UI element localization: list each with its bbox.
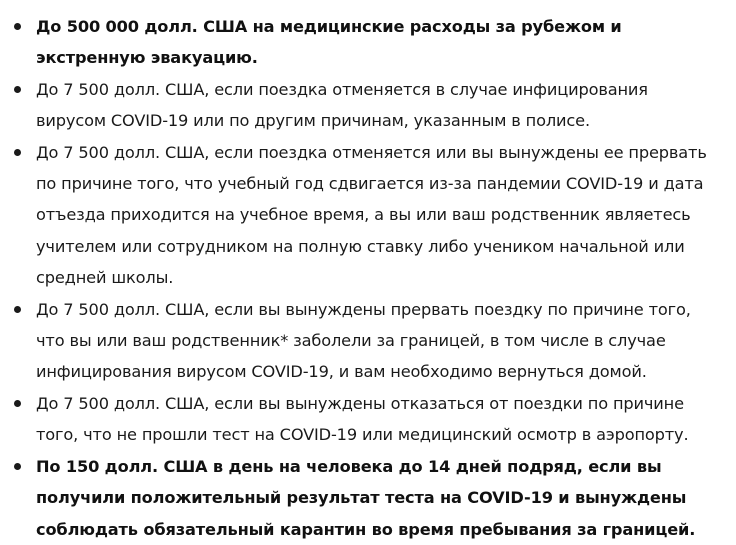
bullet-icon [14,149,21,156]
coverage-document [0,11,736,545]
bullet-icon [14,463,21,470]
list-item [0,294,736,388]
list-item-text: До 7 500 долл. США, если вы вынуждены прервать поездку по причине того, что вы или ваш родственник* заболели за границей, в том числе в случае инфицирования вирусом COVID-19, и вам необходимо вернуться домой. [36,299,691,382]
list-item-text: До 7 500 долл. США, если поездка отменяется или вы вынуждены ее прервать по причине того, что учебный год сдвигается из-за пандемии COVID-19 и дата отъезда приходится на учебное время, а вы или ваш родственник являетесь учителем или сотрудником на полную ставку либо учеником начальной или средней школы. [36,142,707,288]
list-item-text: По 150 долл. США в день на человека до 14 дней подряд, если вы получили положительный результат теста на COVID-19 и вынуждены соблюдать обязательный карантин во время пребывания за границей. [36,456,696,539]
list-item-text: До 500 000 долл. США на медицинские расходы за рубежом и экстренную эвакуацию. [36,17,622,68]
bullet-icon [14,23,21,30]
list-item [0,74,736,137]
list-item [0,11,736,74]
list-item-text: До 7 500 долл. США, если вы вынуждены отказаться от поездки по причине того, что не прошли тест на COVID-19 или медицинский осмотр в аэропорту. [36,393,689,445]
bullet-icon [14,400,21,407]
list-item [0,137,736,294]
list-item [0,451,736,545]
list-item-text: До 7 500 долл. США, если поездка отменяется в случае инфицирования вирусом COVID-19 или по другим причинам, указанным в полисе. [36,79,648,131]
bullet-icon [14,86,21,93]
list-item [0,388,736,451]
coverage-bullet-list [0,11,736,545]
bullet-icon [14,306,21,313]
